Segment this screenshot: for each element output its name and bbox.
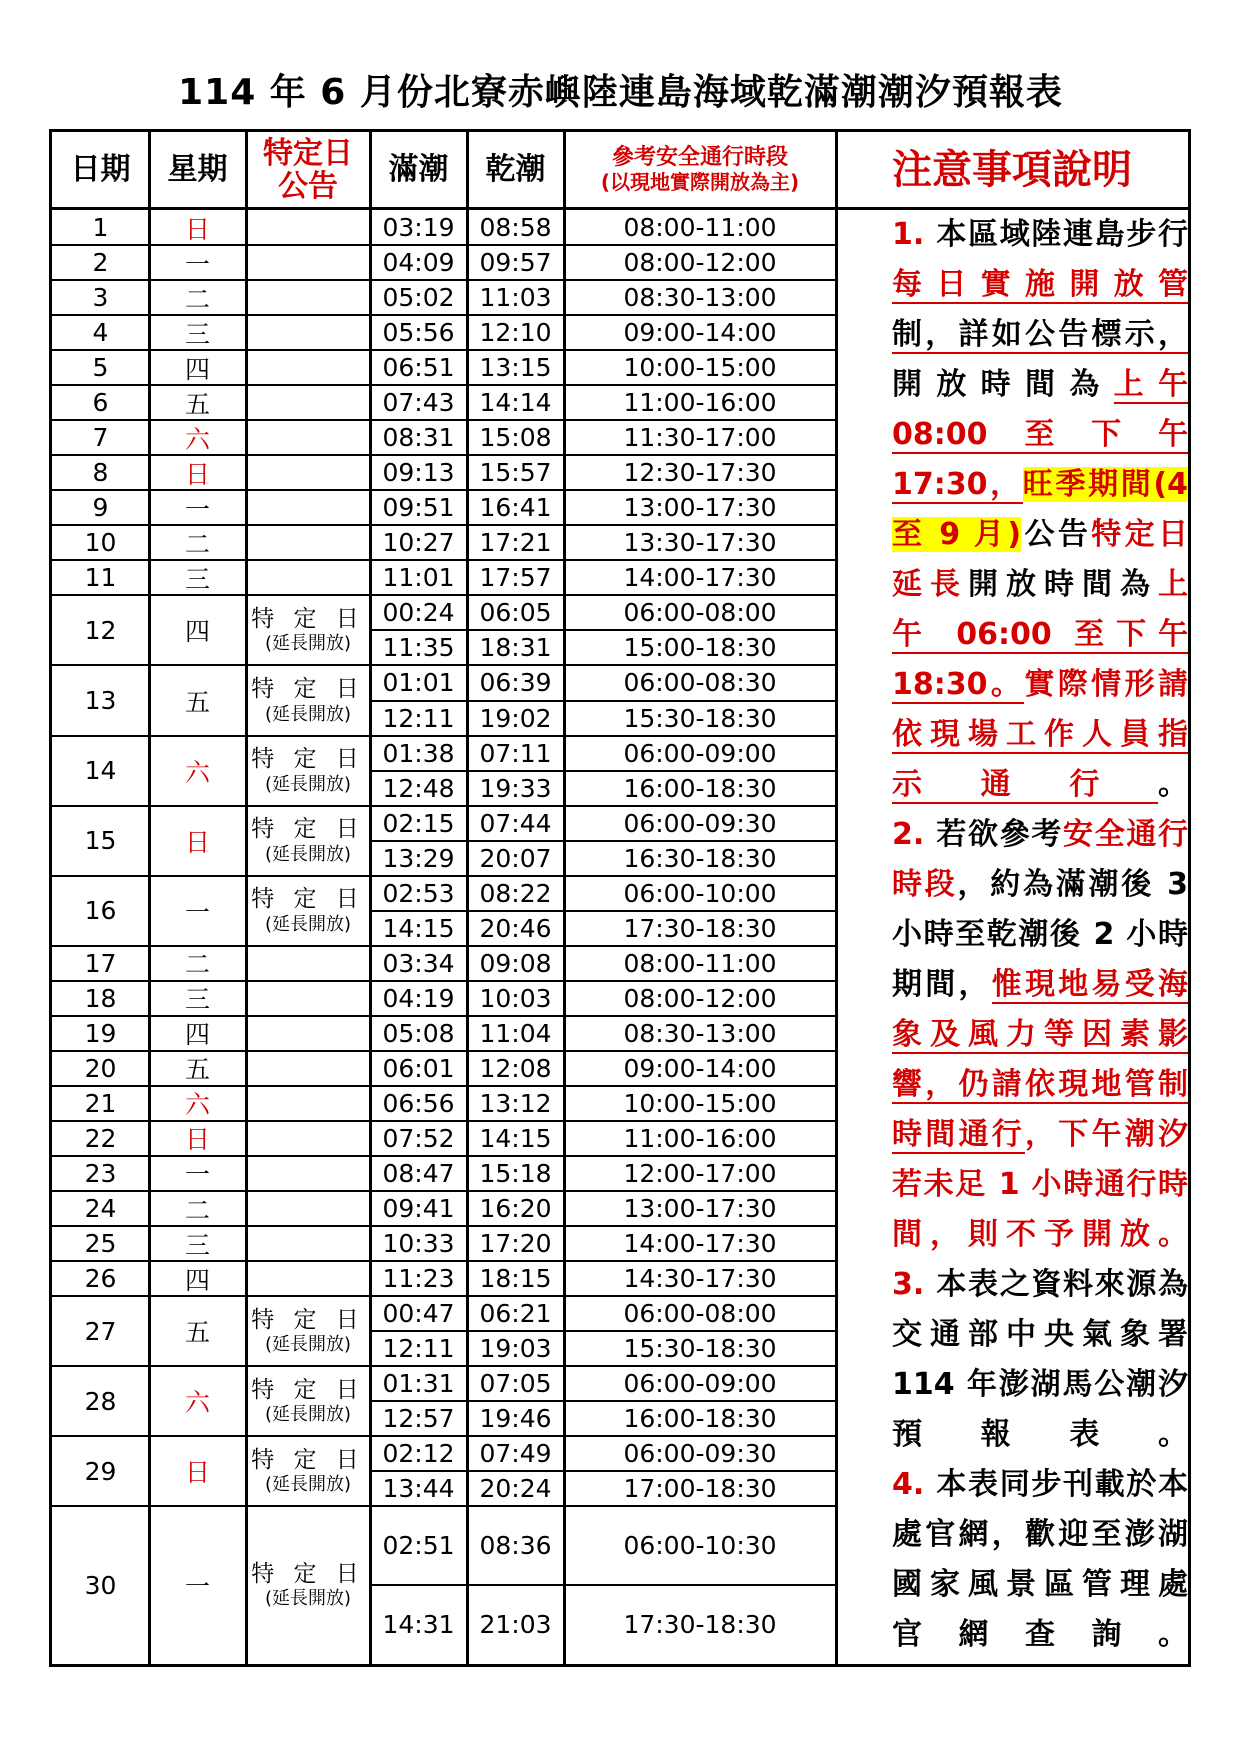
tide-pass-time: 08:00-12:00 [623, 248, 777, 278]
tide-low-time: 11:04 [479, 1018, 552, 1048]
notes-text: 開放時間為 [892, 367, 1114, 402]
table-row-date: 13 [84, 686, 117, 715]
notes-text: 惟現地易受海 [991, 967, 1188, 1002]
special-day-notice [246, 595, 370, 665]
notes-line [892, 1112, 1188, 1158]
table-row-date: 26 [84, 1264, 117, 1294]
special-day-label: 特 定 日 [251, 745, 365, 772]
tide-low-time: 13:12 [479, 1088, 552, 1118]
table-row-date: 16 [84, 896, 117, 926]
tide-low-time: 16:41 [479, 493, 552, 523]
notes-line [892, 712, 1188, 758]
notes-text: 2. [892, 817, 925, 852]
tide-high-time: 12:11 [382, 703, 455, 733]
notes-text: 依現場工作人員指 [892, 717, 1188, 752]
table-row-date: 14 [84, 756, 117, 786]
tide-low-time: 19:02 [479, 703, 552, 733]
notes-text: 。 [1158, 767, 1188, 802]
extended-open-label: (延長開放) [264, 1474, 352, 1496]
notes-line [892, 962, 1188, 1008]
tide-pass-time: 06:00-10:00 [623, 878, 777, 908]
table-row-weekday: 五 [184, 687, 210, 717]
tide-high-time: 09:13 [382, 458, 455, 488]
notes-text: ，下午潮汐 [1025, 1117, 1188, 1152]
extended-open-label: (延長開放) [264, 633, 352, 655]
notes-text: ，約為滿潮後 3 [957, 867, 1188, 902]
extended-open-label: (延長開放) [264, 843, 352, 865]
tide-pass-time: 10:00-15:00 [623, 353, 777, 383]
tide-high-time: 01:01 [382, 668, 455, 698]
tide-low-time: 08:36 [479, 1531, 552, 1561]
notes-text: 處官網，歡迎至澎湖 [892, 1517, 1188, 1552]
tide-pass-time: 11:00-16:00 [623, 388, 777, 418]
notes-text: 每日實施開放管 [892, 267, 1188, 302]
notes-text: 開放時間為 [968, 567, 1158, 602]
tide-high-time: 07:43 [382, 388, 455, 418]
tide-high-time: 02:12 [382, 1439, 455, 1469]
notes-line [892, 262, 1188, 308]
special-day-notice [246, 1436, 370, 1506]
header-high-tide: 滿潮 [388, 152, 449, 187]
tide-high-time: 01:31 [382, 1369, 455, 1399]
tide-pass-time: 06:00-08:30 [623, 668, 777, 698]
tide-high-time: 02:51 [382, 1531, 455, 1561]
tide-low-time: 07:05 [479, 1369, 552, 1399]
table-row-date: 30 [84, 1570, 117, 1600]
notes-text: 18:30。 [892, 667, 1025, 702]
notes-line [892, 1312, 1188, 1358]
tide-pass-time: 16:00-18:30 [623, 1404, 777, 1434]
tide-high-time: 09:51 [382, 493, 455, 523]
tide-pass-time: 08:00-11:00 [623, 213, 777, 243]
tide-low-time: 09:08 [479, 948, 552, 978]
table-row-date: 8 [92, 458, 109, 488]
notes-text: 旺季期間(4 [1022, 467, 1188, 502]
tide-pass-time: 12:00-17:00 [623, 1158, 777, 1188]
tide-low-time: 19:03 [479, 1334, 552, 1364]
tide-pass-time: 14:00-17:30 [623, 563, 777, 593]
tide-high-time: 06:56 [382, 1088, 455, 1118]
notes-text: 4. [892, 1467, 925, 1502]
notes-text: 114 年澎湖馬公潮汐 [892, 1367, 1188, 1402]
notes-line [892, 1262, 1188, 1308]
tide-high-time: 02:15 [382, 808, 455, 838]
notes-text: 期間， [892, 967, 992, 1002]
table-row-weekday: 一 [184, 1572, 210, 1602]
notes-text: 交通部中央氣象署 [892, 1317, 1188, 1352]
tide-pass-time: 12:30-17:30 [623, 458, 777, 488]
table-row-weekday: 四 [184, 617, 210, 647]
tide-high-time: 03:19 [382, 213, 455, 243]
tide-pass-time: 10:00-15:00 [623, 1088, 777, 1118]
header-notes: 注意事項說明 [892, 146, 1132, 193]
tide-low-time: 16:20 [479, 1194, 552, 1224]
tide-high-time: 13:44 [382, 1474, 455, 1504]
table-row-date: 19 [84, 1018, 117, 1048]
special-day-notice [246, 1296, 370, 1366]
special-day-notice [246, 806, 370, 876]
special-day-notice [246, 1506, 370, 1664]
page-title: 114 年 6 月份北寮赤嶼陸連島海域乾滿潮潮汐預報表 [178, 72, 1063, 113]
table-row-weekday: 日 [184, 459, 210, 489]
table-row-date: 6 [92, 388, 109, 418]
tide-high-time: 11:01 [382, 563, 455, 593]
notes-line [892, 862, 1188, 908]
notes-text: 若欲參考 [924, 817, 1064, 852]
notes-text: 象及風力等因素影 [892, 1017, 1188, 1052]
tide-pass-time: 11:00-16:00 [623, 1123, 777, 1153]
special-day-label: 特 定 日 [251, 1376, 365, 1403]
tide-low-time: 15:18 [479, 1158, 552, 1188]
tide-pass-time: 08:00-11:00 [623, 948, 777, 978]
special-day-label: 特 定 日 [251, 605, 365, 632]
tide-high-time: 12:48 [382, 773, 455, 803]
special-day-label: 特 定 日 [251, 1446, 365, 1473]
tide-high-time: 09:41 [382, 1194, 455, 1224]
tide-low-time: 20:46 [479, 913, 552, 943]
tide-pass-time: 06:00-09:00 [623, 738, 777, 768]
notes-line [892, 312, 1188, 358]
notes-text: 至 9 月) [892, 517, 1022, 552]
tide-low-time: 13:15 [479, 353, 552, 383]
tide-pass-time: 16:30-18:30 [623, 843, 777, 873]
notes-line [892, 912, 1188, 958]
tide-low-time: 06:39 [479, 668, 552, 698]
notes-text: 預報表。 [892, 1417, 1188, 1452]
tide-pass-time: 06:00-09:30 [623, 808, 777, 838]
table-row-weekday: 五 [184, 1055, 210, 1085]
table-row-weekday: 三 [184, 564, 210, 594]
tide-high-time: 13:29 [382, 843, 455, 873]
table-row-weekday: 二 [184, 284, 210, 314]
tide-high-time: 01:38 [382, 738, 455, 768]
notes-text: 延長 [892, 567, 968, 602]
tide-low-time: 08:58 [479, 213, 552, 243]
table-row-date: 2 [92, 248, 109, 278]
tide-low-time: 14:15 [479, 1123, 552, 1153]
table-row-weekday: 五 [184, 389, 210, 419]
table-row-weekday: 一 [184, 494, 210, 524]
table-row-weekday: 一 [184, 249, 210, 279]
tide-low-time: 12:08 [479, 1053, 552, 1083]
special-day-label: 特 定 日 [251, 886, 365, 913]
table-row-weekday: 一 [184, 1160, 210, 1190]
tide-low-time: 10:03 [479, 983, 552, 1013]
tide-high-time: 10:33 [382, 1229, 455, 1259]
header-weekday: 星期 [167, 152, 228, 187]
notes-line [892, 762, 1188, 808]
tide-low-time: 18:31 [479, 633, 552, 663]
notes-line [892, 1362, 1188, 1408]
notes-text: 本表同步刊載於本 [924, 1467, 1188, 1502]
notes-line [892, 1162, 1188, 1208]
table-row-date: 21 [84, 1088, 117, 1118]
notes-text: 3. [892, 1267, 925, 1302]
tide-high-time: 12:57 [382, 1404, 455, 1434]
extended-open-label: (延長開放) [264, 703, 352, 725]
notes-text: 午 06:00 至下午 [892, 617, 1188, 652]
tide-pass-time: 06:00-09:30 [623, 1439, 777, 1469]
tide-low-time: 06:05 [479, 598, 552, 628]
table-row-date: 27 [84, 1316, 117, 1346]
table-row-weekday: 四 [184, 354, 210, 384]
tide-high-time: 05:56 [382, 318, 455, 348]
notes-line [892, 662, 1188, 708]
tide-low-time: 20:07 [479, 843, 552, 873]
tide-low-time: 20:24 [479, 1474, 552, 1504]
tide-table [49, 129, 1191, 1667]
tide-pass-time: 17:30-18:30 [623, 1610, 777, 1640]
tide-low-time: 18:15 [479, 1264, 552, 1294]
table-row-weekday: 二 [184, 1195, 210, 1225]
special-day-notice [246, 876, 370, 946]
table-row-weekday: 四 [184, 1265, 210, 1295]
table-row-date: 24 [84, 1194, 117, 1224]
tide-low-time: 14:14 [479, 388, 552, 418]
table-row-date: 28 [84, 1386, 117, 1416]
tide-high-time: 11:35 [382, 633, 455, 663]
notes-line [892, 1512, 1188, 1558]
table-row-date: 11 [84, 563, 117, 593]
tide-pass-time: 11:30-17:00 [623, 423, 777, 453]
notes-text: 官網查詢。 [892, 1617, 1188, 1652]
tide-low-time: 06:21 [479, 1299, 552, 1329]
tide-high-time: 08:31 [382, 423, 455, 453]
table-row-date: 17 [84, 948, 117, 978]
notes-line [892, 412, 1188, 458]
table-row-weekday: 三 [184, 319, 210, 349]
table-row-date: 7 [92, 423, 109, 453]
tide-low-time: 19:46 [479, 1404, 552, 1434]
header-passage-line1: 參考安全通行時段 [611, 145, 788, 171]
notes-line [892, 1412, 1188, 1458]
header-special [246, 132, 370, 207]
table-row-date: 9 [92, 493, 109, 523]
special-day-label: 特 定 日 [251, 816, 365, 843]
notes-text: 特定日 [1091, 517, 1188, 552]
tide-low-time: 15:57 [479, 458, 552, 488]
table-row-date: 20 [84, 1053, 117, 1083]
tide-high-time: 11:23 [382, 1264, 455, 1294]
notes-text: 響，仍請依現地管制 [892, 1067, 1188, 1102]
tide-pass-time: 15:00-18:30 [623, 633, 777, 663]
header-passage [564, 132, 836, 207]
extended-open-label: (延長開放) [264, 1404, 352, 1426]
extended-open-label: (延長開放) [264, 773, 352, 795]
tide-high-time: 14:15 [382, 913, 455, 943]
table-row-weekday: 六 [184, 1090, 210, 1120]
table-row-weekday: 日 [184, 1458, 210, 1488]
tide-pass-time: 16:00-18:30 [623, 773, 777, 803]
table-row-weekday: 五 [184, 1318, 210, 1348]
tide-low-time: 09:57 [479, 248, 552, 278]
tide-low-time: 17:21 [479, 528, 552, 558]
notes-text: 間，則不予開放。 [892, 1217, 1188, 1252]
tide-pass-time: 15:30-18:30 [623, 1334, 777, 1364]
notes-line [892, 1612, 1188, 1658]
notes-line [892, 612, 1188, 658]
special-day-label: 特 定 日 [251, 1560, 365, 1587]
table-row-weekday: 二 [184, 950, 210, 980]
extended-open-label: (延長開放) [264, 1588, 352, 1610]
table-row-weekday: 日 [184, 214, 210, 244]
table-row-weekday: 日 [184, 1125, 210, 1155]
notes-text: 時段 [892, 867, 958, 902]
table-row-date: 22 [84, 1123, 117, 1153]
header-special-line2: 公告 [278, 168, 338, 204]
notes-text: 公告 [1021, 517, 1092, 552]
tide-pass-time: 09:00-14:00 [623, 1053, 777, 1083]
tide-high-time: 14:31 [382, 1610, 455, 1640]
table-row-weekday: 四 [184, 1020, 210, 1050]
notes-line [892, 812, 1188, 858]
tide-pass-time: 06:00-08:00 [623, 1299, 777, 1329]
notes-text: 1. [892, 217, 925, 252]
special-day-label: 特 定 日 [251, 675, 365, 702]
table-row-weekday: 二 [184, 529, 210, 559]
tide-low-time: 07:44 [479, 808, 552, 838]
table-row-weekday: 一 [184, 897, 210, 927]
notes-text: 小時至乾潮後 2 小時 [892, 917, 1188, 952]
tide-high-time: 05:08 [382, 1018, 455, 1048]
tide-high-time: 04:09 [382, 248, 455, 278]
tide-pass-time: 06:00-08:00 [623, 598, 777, 628]
table-row-date: 18 [84, 983, 117, 1013]
table-row-date: 4 [92, 318, 109, 348]
notes-line [892, 1062, 1188, 1108]
table-row-date: 25 [84, 1229, 117, 1259]
table-row-date: 29 [84, 1456, 117, 1486]
header-date: 日期 [70, 152, 131, 187]
header-passage-line2: (以現地實際開放為主) [600, 169, 800, 194]
table-row-date: 10 [84, 528, 117, 558]
table-row-weekday: 六 [184, 424, 210, 454]
table-row-date: 12 [84, 615, 117, 645]
header-low-tide: 乾潮 [485, 152, 546, 187]
notes-text: 17:30， [892, 467, 1023, 502]
notes-panel [892, 212, 1188, 1662]
tide-high-time: 08:47 [382, 1158, 455, 1188]
tide-pass-time: 13:00-17:30 [623, 493, 777, 523]
special-day-notice [246, 736, 370, 806]
tide-low-time: 17:20 [479, 1229, 552, 1259]
notes-text: 實際情形請 [1024, 667, 1188, 702]
notes-text: 本表之資料來源為 [924, 1267, 1188, 1302]
notes-text: 本區域陸連島步行 [924, 217, 1188, 252]
table-row-weekday: 六 [184, 1388, 210, 1418]
extended-open-label: (延長開放) [264, 913, 352, 935]
tide-high-time: 05:02 [382, 283, 455, 313]
tide-pass-time: 17:30-18:30 [623, 913, 777, 943]
table-row-date: 15 [84, 826, 117, 856]
tide-high-time: 00:47 [382, 1299, 455, 1329]
table-row-weekday: 三 [184, 1230, 210, 1260]
special-day-label: 特 定 日 [251, 1306, 365, 1333]
table-row-date: 1 [92, 213, 109, 243]
tide-high-time: 07:52 [382, 1123, 455, 1153]
notes-line [892, 1462, 1188, 1508]
tide-pass-time: 08:30-13:00 [623, 1018, 777, 1048]
tide-pass-time: 15:30-18:30 [623, 703, 777, 733]
notes-text: 若未足 1 小時通行時 [892, 1167, 1188, 1202]
tide-low-time: 21:03 [479, 1610, 552, 1640]
tide-low-time: 15:08 [479, 423, 552, 453]
notes-text: 安全通行 [1063, 817, 1189, 852]
notes-text: 示通行 [892, 767, 1158, 802]
notes-line [892, 562, 1188, 608]
tide-pass-time: 09:00-14:00 [623, 318, 777, 348]
notes-text: 時間通行 [892, 1117, 1025, 1152]
notes-text: 上午 [1113, 367, 1189, 402]
table-row-date: 23 [84, 1158, 117, 1188]
notes-text: 08:00 至 下 午 [892, 417, 1188, 452]
notes-line [892, 362, 1188, 408]
tide-pass-time: 06:00-09:00 [623, 1369, 777, 1399]
notes-line [892, 512, 1188, 558]
extended-open-label: (延長開放) [264, 1334, 352, 1356]
notes-line [892, 1012, 1188, 1058]
tide-pass-time: 13:30-17:30 [623, 528, 777, 558]
tide-low-time: 07:11 [479, 738, 552, 768]
tide-high-time: 02:53 [382, 878, 455, 908]
tide-high-time: 04:19 [382, 983, 455, 1013]
header-special-line1: 特定日 [263, 135, 353, 171]
notes-line [892, 212, 1188, 258]
tide-low-time: 19:33 [479, 773, 552, 803]
notes-line [892, 1562, 1188, 1608]
tide-high-time: 12:11 [382, 1334, 455, 1364]
notes-text: 制，詳如公告標示， [892, 317, 1188, 352]
tide-pass-time: 17:00-18:30 [623, 1474, 777, 1504]
special-day-notice [246, 1366, 370, 1436]
table-row-date: 5 [92, 353, 109, 383]
notes-text: 上 [1158, 567, 1188, 602]
table-row-weekday: 日 [184, 827, 210, 857]
tide-high-time: 06:01 [382, 1053, 455, 1083]
tide-low-time: 12:10 [479, 318, 552, 348]
notes-line [892, 1212, 1188, 1258]
special-day-notice [246, 665, 370, 735]
tide-pass-time: 14:00-17:30 [623, 1229, 777, 1259]
tide-low-time: 17:57 [479, 563, 552, 593]
table-row-weekday: 三 [184, 985, 210, 1015]
tide-low-time: 11:03 [479, 283, 552, 313]
tide-pass-time: 08:30-13:00 [623, 283, 777, 313]
tide-pass-time: 14:30-17:30 [623, 1264, 777, 1294]
tide-high-time: 06:51 [382, 353, 455, 383]
tide-pass-time: 13:00-17:30 [623, 1194, 777, 1224]
tide-pass-time: 08:00-12:00 [623, 983, 777, 1013]
table-row-weekday: 六 [184, 757, 210, 787]
tide-high-time: 10:27 [382, 528, 455, 558]
tide-high-time: 00:24 [382, 598, 455, 628]
notes-text: 國家風景區管理處 [892, 1567, 1188, 1602]
notes-line [892, 462, 1188, 508]
tide-pass-time: 06:00-10:30 [623, 1531, 777, 1561]
tide-high-time: 03:34 [382, 948, 455, 978]
table-row-date: 3 [92, 283, 109, 313]
tide-low-time: 07:49 [479, 1439, 552, 1469]
tide-low-time: 08:22 [479, 878, 552, 908]
